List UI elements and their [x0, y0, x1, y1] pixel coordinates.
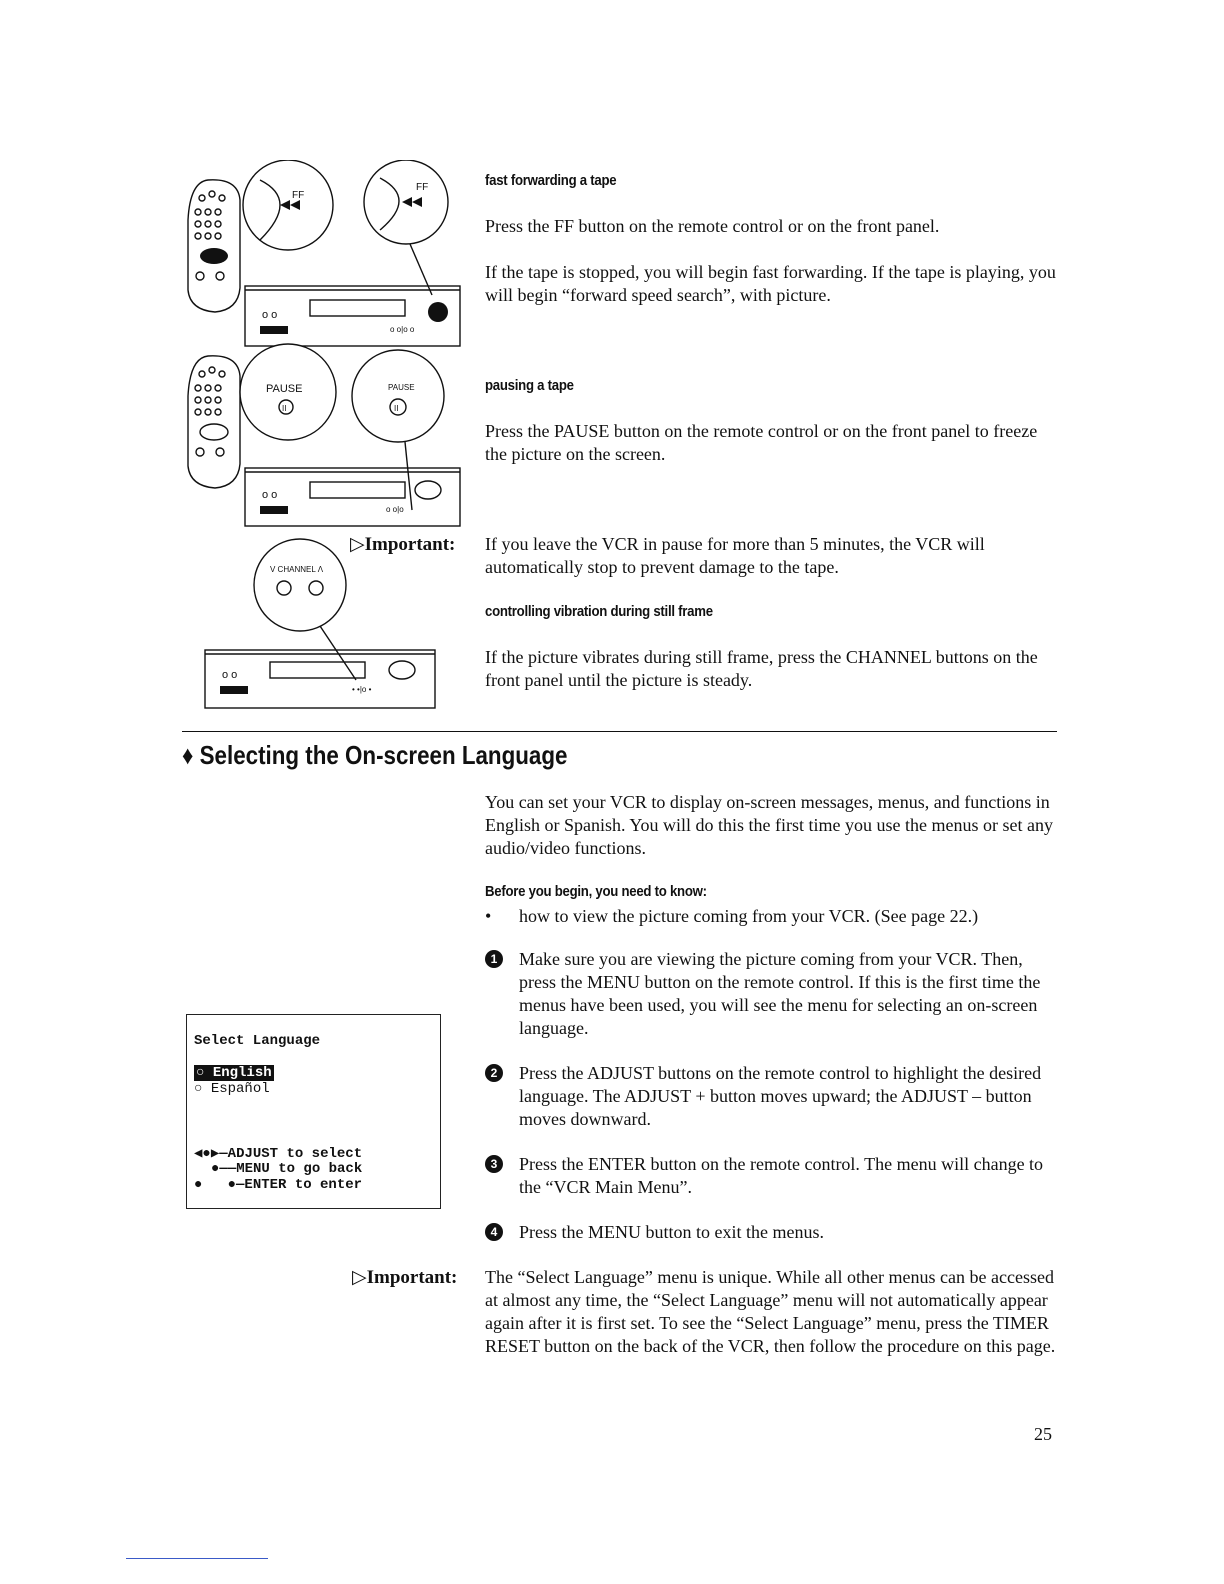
- page-number: 25: [1034, 1424, 1052, 1444]
- language-important-label: ▷Important:: [352, 1267, 458, 1288]
- vibration-para-1: If the picture vibrates during still frame, press the CHANNEL buttons on the front panel until the picture is steady.: [485, 647, 1038, 690]
- step-4-text: Press the MENU button to exit the menus.: [519, 1222, 824, 1242]
- pause-important-text: If you leave the VCR in pause for more than 5 minutes, the VCR will automatically stop to prevent damage to the tape.: [485, 534, 985, 577]
- pause-para-1: Press the PAUSE button on the remote control or on the front panel to freeze the picture on the screen.: [485, 421, 1038, 464]
- step-2-text: Press the ADJUST buttons on the remote control to highlight the desired language. The ADJUST + button moves upward; the ADJUST – button moves downward.: [519, 1063, 1042, 1129]
- svg-text:II: II: [394, 404, 399, 413]
- pause-remote-label: PAUSE: [266, 383, 303, 395]
- pause-important-label: ▷Important:: [350, 534, 456, 555]
- pause-panel-label: PAUSE: [388, 383, 415, 392]
- svg-text:o o|o o: o o|o o: [390, 325, 415, 334]
- svg-text:o o: o o: [262, 309, 278, 321]
- step-3: [485, 1153, 1064, 1199]
- step-2: [485, 1062, 1064, 1131]
- ff-heading: fast forwarding a tape: [485, 172, 617, 189]
- before-heading: Before you begin, you need to know:: [485, 883, 707, 900]
- ff-remote-illustration: [188, 180, 240, 312]
- language-heading: Selecting the On-screen Language: [199, 740, 568, 770]
- svg-text:• •|o •: • •|o •: [352, 685, 372, 694]
- before-bullet-text: how to view the picture coming from your VCR. (See page 22.): [519, 906, 979, 926]
- step-1-number-icon: 1: [485, 950, 503, 968]
- svg-text:o o: o o: [222, 669, 238, 681]
- menu-menu-line: ●——MENU to go back: [211, 1161, 363, 1177]
- pause-vcr-illustration: [245, 468, 460, 526]
- ff-remote-label: FF: [292, 190, 305, 201]
- ff-para-1: Press the FF button on the remote control or on the front panel.: [485, 216, 940, 236]
- menu-button-icon: ●—: [211, 1161, 228, 1177]
- step-1-text: Make sure you are viewing the picture coming from your VCR. Then, press the MENU button on the remote control. If this is the first time the menus have been used, you will see the menu for selecting an on-screen language.: [519, 949, 1041, 1038]
- select-language-menu-screen: [186, 1014, 441, 1209]
- svg-text:II: II: [282, 404, 287, 413]
- pause-heading: pausing a tape: [485, 377, 574, 394]
- language-intro: You can set your VCR to display on-screen messages, menus, and functions in English or Spanish. You will do this the first time you use the menus or set any audio/video functions.: [485, 792, 1053, 858]
- step-2-number-icon: 2: [485, 1064, 503, 1082]
- step-4: [485, 1221, 1064, 1244]
- ff-para-2: If the tape is stopped, you will begin fast forwarding. If the tape is playing, you will begin “forward speed search”, with picture.: [485, 262, 1056, 305]
- step-3-text: Press the ENTER button on the remote control. The menu will change to the “VCR Main Menu”.: [519, 1154, 1044, 1197]
- menu-option-espanol: ○ Español: [194, 1081, 270, 1097]
- svg-text:o o: o o: [262, 489, 278, 501]
- diamond-bullet-icon: ♦: [182, 740, 194, 770]
- vibration-heading: controlling vibration during still frame: [485, 603, 713, 620]
- adjust-buttons-icon: ◀●▶: [194, 1146, 220, 1162]
- menu-title: Select Language: [194, 1033, 321, 1049]
- step-3-number-icon: 3: [485, 1155, 503, 1173]
- bullet-icon: •: [485, 906, 492, 926]
- language-section-title: [182, 740, 567, 771]
- pause-remote-illustration: [188, 356, 240, 488]
- menu-option-english: ○ English: [196, 1065, 272, 1081]
- channel-vcr-illustration: [205, 650, 435, 708]
- menu-adjust-line: ◀●▶—ADJUST to select: [194, 1146, 363, 1162]
- step-1: [485, 948, 1064, 1040]
- svg-text:o o|o: o o|o: [386, 505, 404, 514]
- ff-vcr-illustration: [245, 286, 460, 346]
- channel-label: V CHANNEL Λ: [270, 565, 324, 574]
- menu-enter-line: ● ●—ENTER to enter: [194, 1177, 363, 1193]
- channel-callout: [254, 539, 346, 631]
- language-important-text: The “Select Language” menu is unique. While all other menus can be accessed at almost any time, the “Select Language” menu will not automatically appear again after it is first set. To see the “Select Language” menu, press the TIMER RESET button on the back of the VCR, then follow the procedure on this page.: [485, 1267, 1056, 1356]
- enter-button-icon: ● ●: [194, 1177, 237, 1193]
- footer-rule: [126, 1558, 268, 1559]
- ff-panel-label: FF: [416, 182, 429, 193]
- pause-panel-callout: [352, 350, 444, 442]
- vcr-illustrations: [180, 160, 470, 720]
- section-divider: [182, 731, 1057, 732]
- before-bullet-item: [485, 905, 1065, 928]
- step-4-number-icon: 4: [485, 1223, 503, 1241]
